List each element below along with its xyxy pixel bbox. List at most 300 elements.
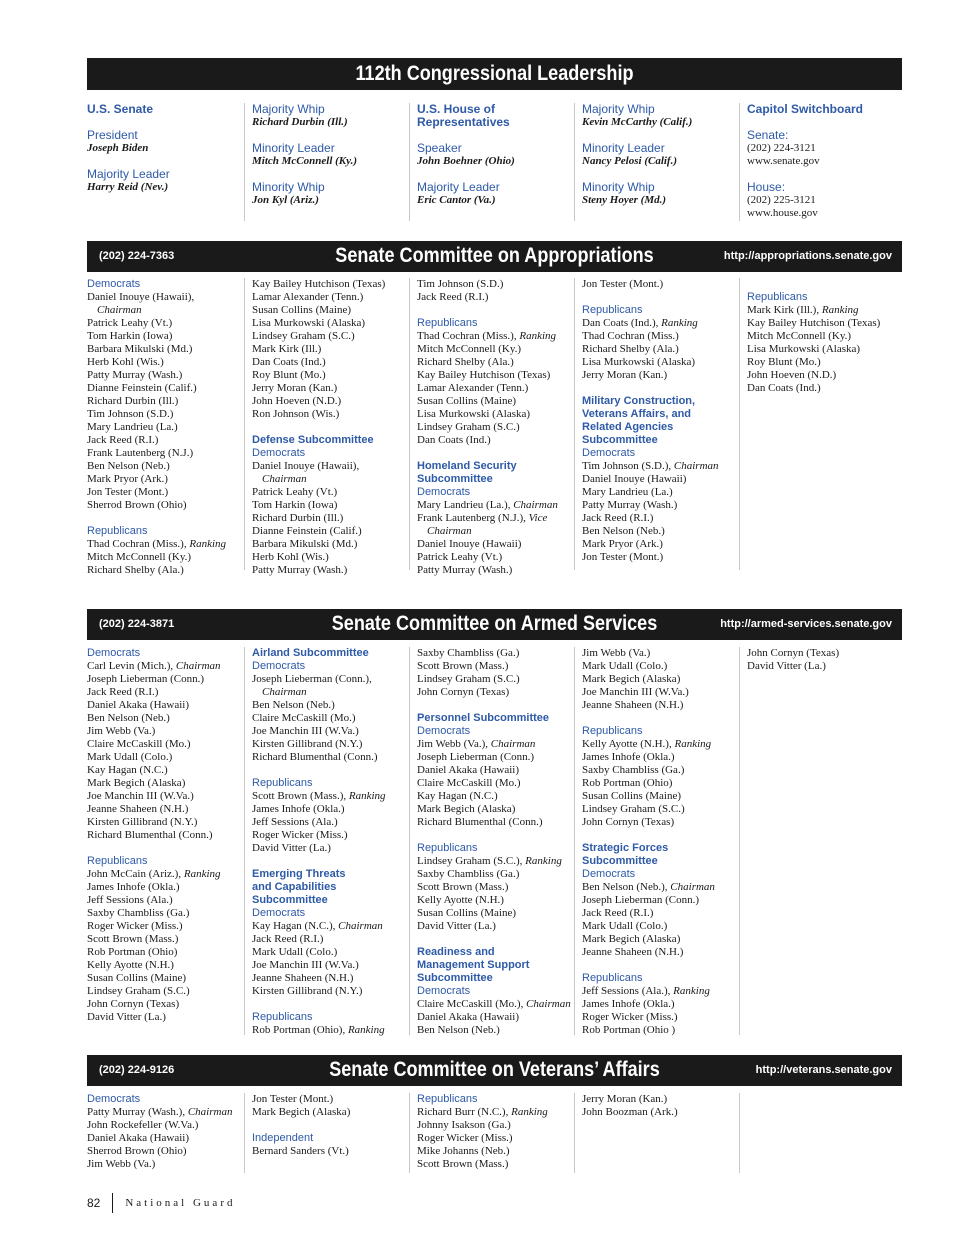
member-name — [87, 907, 244, 920]
member-text: Joe Manchin III (W.Va.) — [87, 790, 194, 802]
member-name — [252, 738, 409, 751]
member-text: Kay Bailey Hutchison (Texas) — [747, 317, 881, 329]
member-text: Jim Webb (Va.) — [87, 725, 156, 737]
subcommittee-heading: Strategic Forces — [582, 842, 669, 854]
party-heading: Republicans — [582, 304, 643, 316]
committee-column — [252, 647, 410, 1035]
member-name — [252, 499, 409, 512]
member-text: Jim Webb (Va.), — [417, 738, 491, 750]
spacer — [252, 421, 409, 434]
committee-banner — [87, 1055, 902, 1086]
subcommittee-heading: Personnel Subcommittee — [417, 712, 550, 724]
member-role: Chairman — [175, 660, 221, 672]
member-name — [252, 933, 409, 946]
party-heading: Republicans — [252, 1011, 313, 1023]
committee-column — [582, 1093, 740, 1173]
member-text: Barbara Mikulski (Md.) — [252, 538, 358, 550]
member-text: Jeanne Shaheen (N.H.) — [582, 699, 684, 711]
page-footer — [87, 1193, 235, 1213]
member-text: Jerry Moran (Kan.) — [582, 369, 668, 381]
member-text: Jack Reed (R.I.) — [417, 291, 489, 303]
member-name — [582, 525, 739, 538]
member-name — [87, 712, 244, 725]
house-label: U.S. House of — [417, 102, 496, 116]
member-text: Lamar Alexander (Tenn.) — [417, 382, 529, 394]
member-text: Mark Pryor (Ark.) — [582, 538, 663, 550]
member-name — [252, 317, 409, 330]
member-text: Saxby Chambliss (Ga.) — [417, 647, 520, 659]
member-role: Ranking — [347, 1024, 385, 1036]
member-role: Ranking — [525, 855, 562, 867]
member-text: Sherrod Brown (Ohio) — [87, 1145, 187, 1157]
subcommittee-heading: Military Construction, — [582, 395, 696, 407]
member-name — [417, 330, 574, 343]
footer-divider — [112, 1193, 113, 1213]
member-name — [417, 907, 574, 920]
member-text: Patty Murray (Wash.) — [582, 499, 678, 511]
role-label: Majority Whip — [252, 102, 325, 116]
member-text: Chairman — [262, 686, 307, 698]
member-name — [747, 330, 905, 343]
member-text: John Cornyn (Texas) — [417, 686, 510, 698]
role-note — [87, 304, 244, 317]
member-text: Jon Tester (Mont.) — [252, 1093, 334, 1105]
member-text: Scott Brown (Mass.) — [417, 1158, 509, 1170]
leader-name: Mitch McConnell (Ky.) — [252, 155, 358, 167]
member-text: Lamar Alexander (Tenn.) — [252, 291, 364, 303]
member-name — [417, 738, 574, 751]
member-name — [582, 1011, 739, 1024]
committee-phone: (202) 224-7363 — [99, 250, 175, 262]
member-name — [747, 356, 905, 369]
switchboard-house-phone: (202) 225-3121 — [747, 194, 816, 206]
member-text: James Inhofe (Okla.) — [252, 803, 345, 815]
member-text: Jack Reed (R.I.) — [87, 434, 159, 446]
member-text: Daniel Inouye (Hawaii), — [87, 291, 195, 303]
member-name — [582, 738, 739, 751]
member-name — [87, 356, 244, 369]
senate-label: U.S. Senate — [87, 102, 154, 116]
member-text: Jeff Sessions (Ala.) — [87, 894, 173, 906]
member-name — [252, 330, 409, 343]
spacer — [417, 933, 574, 946]
member-name — [417, 920, 574, 933]
member-text: David Vitter (La.) — [747, 660, 826, 672]
member-name — [417, 343, 574, 356]
member-text: Ben Nelson (Neb.) — [582, 525, 665, 537]
role-label: Speaker — [417, 141, 462, 155]
member-text: John Hoeven (N.D.) — [252, 395, 342, 407]
member-name — [417, 1119, 574, 1132]
member-name — [87, 894, 244, 907]
member-name — [747, 343, 905, 356]
member-name — [417, 777, 574, 790]
member-text: Daniel Inouye (Hawaii) — [582, 473, 687, 485]
spacer — [87, 842, 244, 855]
member-text: Mark Pryor (Ark.) — [87, 473, 168, 485]
member-text: Claire McCaskill (Mo.) — [252, 712, 356, 724]
member-name — [582, 1106, 739, 1119]
member-name — [87, 920, 244, 933]
member-name — [87, 933, 244, 946]
member-text: Thad Cochran (Miss.), — [87, 538, 190, 550]
subcommittee-heading: Subcommittee — [582, 434, 658, 446]
member-text: Herb Kohl (Wis.) — [252, 551, 329, 563]
party-heading: Democrats — [87, 1093, 141, 1105]
role-label: Minority Leader — [252, 141, 335, 155]
member-text: Jon Tester (Mont.) — [582, 278, 664, 290]
member-text: Rob Portman (Ohio), — [252, 1024, 348, 1036]
member-name — [252, 369, 409, 382]
member-text: Dan Coats (Ind.) — [747, 382, 821, 394]
member-text: Ron Johnson (Wis.) — [252, 408, 340, 420]
role-note — [252, 473, 409, 486]
spacer — [582, 291, 739, 304]
member-name — [417, 1145, 574, 1158]
member-text: Bernard Sanders (Vt.) — [252, 1145, 349, 1157]
member-text: Mitch McConnell (Ky.) — [747, 330, 852, 342]
member-name — [87, 1106, 244, 1119]
member-name — [87, 946, 244, 959]
leader-name: Eric Cantor (Va.) — [417, 194, 496, 206]
member-text: Kay Bailey Hutchison (Texas) — [252, 278, 386, 290]
member-text: Jeanne Shaheen (N.H.) — [582, 946, 684, 958]
member-text: Tim Johnson (S.D.) — [87, 408, 174, 420]
member-name — [747, 647, 905, 660]
member-name — [87, 317, 244, 330]
member-role: Ranking — [348, 790, 386, 802]
member-name — [252, 972, 409, 985]
party-heading: Republicans — [582, 972, 643, 984]
member-text: John Cornyn (Texas) — [87, 998, 180, 1010]
party-heading: Republicans — [417, 842, 478, 854]
member-text: Thad Cochran (Miss.), — [417, 330, 520, 342]
member-text: Claire McCaskill (Mo.) — [87, 738, 191, 750]
member-text: Frank Lautenberg (N.J.) — [87, 447, 194, 459]
member-text: Kay Bailey Hutchison (Texas) — [417, 369, 551, 381]
party-heading: Republicans — [582, 725, 643, 737]
member-name — [582, 686, 739, 699]
member-text: Daniel Akaka (Hawaii) — [417, 764, 520, 776]
member-name — [417, 647, 574, 660]
member-name — [582, 998, 739, 1011]
member-name — [252, 304, 409, 317]
role-label: Majority Leader — [417, 180, 500, 194]
member-text: Lindsey Graham (S.C.) — [417, 673, 520, 685]
switchboard-senate-label: Senate: — [747, 128, 789, 142]
committee-title: Senate Committee on Veterans’ Affairs — [329, 1058, 660, 1081]
member-text: Daniel Inouye (Hawaii), — [252, 460, 360, 472]
member-text: Joseph Lieberman (Conn.) — [582, 894, 699, 906]
member-text: Ben Nelson (Neb.), — [582, 881, 671, 893]
member-role: Chairman — [673, 460, 719, 472]
member-text: Tom Harkin (Iowa) — [87, 330, 173, 342]
leader-name: Joseph Biden — [87, 142, 149, 154]
member-name — [87, 1011, 244, 1024]
member-role: Chairman — [338, 920, 383, 932]
member-name — [252, 356, 409, 369]
member-name — [87, 343, 244, 356]
party-heading: Democrats — [252, 447, 306, 459]
spacer — [252, 855, 409, 868]
party-heading: Republicans — [747, 291, 808, 303]
member-text: Patty Murray (Wash.) — [417, 564, 513, 576]
member-text: Scott Brown (Mass.) — [87, 933, 179, 945]
member-name — [582, 790, 739, 803]
member-text: Dianne Feinstein (Calif.) — [87, 382, 197, 394]
member-text: Roger Wicker (Miss.) — [417, 1132, 513, 1144]
committee-column — [252, 1093, 410, 1173]
member-name — [252, 725, 409, 738]
member-name — [252, 525, 409, 538]
member-name — [582, 764, 739, 777]
member-text: Lindsey Graham (S.C.), — [417, 855, 526, 867]
member-text: Patty Murray (Wash.) — [87, 369, 183, 381]
member-text: John Cornyn (Texas) — [582, 816, 675, 828]
member-text: James Inhofe (Okla.) — [87, 881, 180, 893]
member-name — [582, 330, 739, 343]
party-heading: Democrats — [582, 868, 636, 880]
member-text: Richard Durbin (Ill.) — [87, 395, 179, 407]
member-name — [417, 356, 574, 369]
spacer — [582, 959, 739, 972]
committee-column — [582, 278, 740, 570]
member-text: Mitch McConnell (Ky.) — [87, 551, 192, 563]
member-name — [417, 564, 574, 577]
member-text: Thad Cochran (Miss.) — [582, 330, 679, 342]
member-text: Ben Nelson (Neb.) — [417, 1024, 500, 1036]
member-text: Mary Landrieu (La.) — [87, 421, 178, 433]
member-name — [252, 816, 409, 829]
member-name — [252, 512, 409, 525]
member-text: Lindsey Graham (S.C.) — [87, 985, 190, 997]
committee-banner — [87, 241, 902, 272]
member-name — [582, 551, 739, 564]
leader-name: Nancy Pelosi (Calif.) — [582, 155, 678, 167]
member-text: Susan Collins (Maine) — [417, 907, 516, 919]
member-name — [417, 291, 574, 304]
member-text: Jerry Moran (Kan.) — [582, 1093, 668, 1105]
member-role: Ranking — [183, 868, 221, 880]
committee-banner — [87, 609, 902, 640]
member-text: Mark Begich (Alaska) — [87, 777, 186, 789]
member-text: Joe Manchin III (W.Va.) — [252, 959, 359, 971]
spacer — [582, 829, 739, 842]
member-name — [87, 881, 244, 894]
member-name — [582, 777, 739, 790]
member-name — [87, 473, 244, 486]
member-name — [87, 1132, 244, 1145]
member-name — [87, 686, 244, 699]
member-name — [582, 369, 739, 382]
leader-name: Jon Kyl (Ariz.) — [252, 194, 319, 206]
leadership-title: 112th Congressional Leadership — [355, 62, 634, 85]
member-text: Jeanne Shaheen (N.H.) — [87, 803, 189, 815]
member-name — [87, 408, 244, 421]
member-text: Lisa Murkowski (Alaska) — [417, 408, 531, 420]
subcommittee-heading: Related Agencies — [582, 421, 674, 433]
member-name — [87, 803, 244, 816]
member-name — [87, 959, 244, 972]
member-name — [252, 946, 409, 959]
spacer — [582, 382, 739, 395]
committee-url: http://armed-services.senate.gov — [720, 618, 892, 630]
committee-column — [417, 647, 575, 1035]
role-label: Majority Leader — [87, 167, 170, 181]
member-text: Tom Harkin (Iowa) — [252, 499, 338, 511]
member-name — [252, 1106, 409, 1119]
member-role: Chairman — [670, 881, 715, 893]
member-text: Barbara Mikulski (Md.) — [87, 343, 193, 355]
member-name — [87, 460, 244, 473]
member-name — [417, 512, 574, 525]
spacer — [417, 699, 574, 712]
member-name — [582, 751, 739, 764]
member-name — [747, 369, 905, 382]
subcommittee-heading: Defense Subcommittee — [252, 434, 374, 446]
member-text: Daniel Akaka (Hawaii) — [417, 1011, 520, 1023]
member-role: Chairman — [187, 1106, 233, 1118]
member-text: Roger Wicker (Miss.) — [87, 920, 183, 932]
member-text: Lindsey Graham (S.C.) — [582, 803, 685, 815]
member-name — [87, 421, 244, 434]
committee-column — [747, 647, 905, 1035]
member-text: Mark Begich (Alaska) — [582, 933, 681, 945]
member-text: Carl Levin (Mich.), — [87, 660, 176, 672]
member-role: Ranking — [519, 330, 557, 342]
member-name — [582, 881, 739, 894]
member-text: Roger Wicker (Miss.) — [252, 829, 348, 841]
member-name — [582, 317, 739, 330]
member-text: Mark Udall (Colo.) — [87, 751, 173, 763]
member-text: Daniel Inouye (Hawaii) — [417, 538, 522, 550]
member-name — [87, 751, 244, 764]
member-text: Kelly Ayotte (N.H.), — [582, 738, 675, 750]
member-name — [582, 486, 739, 499]
member-text: Daniel Akaka (Hawaii) — [87, 1132, 190, 1144]
switchboard-senate-phone: (202) 224-3121 — [747, 142, 816, 154]
member-text: Saxby Chambliss (Ga.) — [582, 764, 685, 776]
member-text: Richard Blumenthal (Conn.) — [417, 816, 543, 828]
role-label: President — [87, 128, 138, 142]
member-text: Jeff Sessions (Ala.) — [252, 816, 338, 828]
leadership-col-house — [417, 103, 575, 221]
switchboard-senate-web: www.senate.gov — [747, 155, 820, 167]
subcommittee-heading: Management Support — [417, 959, 530, 971]
member-name — [417, 538, 574, 551]
spacer — [417, 829, 574, 842]
member-name — [747, 304, 905, 317]
member-text: Richard Shelby (Ala.) — [582, 343, 679, 355]
leadership-banner — [87, 58, 902, 90]
member-text: Mark Begich (Alaska) — [417, 803, 516, 815]
member-name — [87, 816, 244, 829]
member-text: Jack Reed (R.I.) — [87, 686, 159, 698]
member-name — [252, 699, 409, 712]
leadership-col-switchboard — [747, 103, 905, 221]
member-name — [87, 660, 244, 673]
member-text: Rob Portman (Ohio) — [87, 946, 178, 958]
member-text: Lisa Murkowski (Alaska) — [582, 356, 696, 368]
role-note — [252, 686, 409, 699]
member-role: Chairman — [526, 998, 571, 1010]
member-text: Ben Nelson (Neb.) — [87, 460, 170, 472]
member-text: Joe Manchin III (W.Va.) — [582, 686, 689, 698]
member-role: Ranking — [673, 985, 710, 997]
committee-column — [87, 647, 245, 1035]
member-name — [582, 278, 739, 291]
member-name — [87, 985, 244, 998]
party-heading: Democrats — [252, 660, 306, 672]
member-text: Richard Shelby (Ala.) — [417, 356, 514, 368]
committee-column — [87, 1093, 245, 1173]
spacer — [252, 764, 409, 777]
member-name — [252, 842, 409, 855]
party-heading: Republicans — [417, 1093, 478, 1105]
member-name — [582, 460, 739, 473]
spacer — [747, 278, 905, 291]
spacer — [252, 1119, 409, 1132]
member-text: Richard Blumenthal (Conn.) — [252, 751, 378, 763]
member-name — [87, 699, 244, 712]
publication-name: National Guard — [125, 1197, 236, 1209]
member-name — [417, 551, 574, 564]
leader-name: Harry Reid (Nev.) — [87, 181, 169, 193]
member-name — [582, 1093, 739, 1106]
member-text: Jon Tester (Mont.) — [87, 486, 169, 498]
committee-phone: (202) 224-9126 — [99, 1064, 175, 1076]
member-name — [417, 998, 574, 1011]
member-text: Claire McCaskill (Mo.) — [417, 777, 521, 789]
member-name — [582, 538, 739, 551]
member-text: Joseph Lieberman (Conn.) — [87, 673, 204, 685]
member-text: Patrick Leahy (Vt.) — [252, 486, 338, 498]
member-name — [417, 790, 574, 803]
switchboard-house-web: www.house.gov — [747, 207, 818, 219]
member-name — [87, 486, 244, 499]
member-text: Chairman — [262, 473, 307, 485]
member-text: Jon Tester (Mont.) — [582, 551, 664, 563]
member-name — [87, 499, 244, 512]
member-name — [87, 764, 244, 777]
member-text: John Boozman (Ark.) — [582, 1106, 678, 1118]
member-name — [252, 291, 409, 304]
member-name — [582, 647, 739, 660]
member-name — [747, 317, 905, 330]
member-text: Mary Landrieu (La.), — [417, 499, 514, 511]
member-name — [417, 1106, 574, 1119]
member-text: John Cornyn (Texas) — [747, 647, 840, 659]
member-name — [87, 330, 244, 343]
member-name — [417, 369, 574, 382]
leader-name: Steny Hoyer (Md.) — [582, 194, 667, 206]
party-heading: Republicans — [252, 777, 313, 789]
member-text: Joseph Lieberman (Conn.), — [252, 673, 372, 685]
subcommittee-heading: Subcommittee — [582, 855, 658, 867]
member-text: Kay Hagan (N.C.), — [252, 920, 339, 932]
member-name — [252, 1093, 409, 1106]
subcommittee-heading: Readiness and — [417, 946, 495, 958]
member-text: Jack Reed (R.I.) — [252, 933, 324, 945]
member-name — [582, 946, 739, 959]
member-text: Jim Webb (Va.) — [87, 1158, 156, 1170]
member-text: Mike Johanns (Neb.) — [417, 1145, 510, 1157]
member-text: David Vitter (La.) — [87, 1011, 166, 1023]
member-text: Mark Kirk (Ill.), — [747, 304, 822, 316]
subcommittee-heading: Emerging Threats — [252, 868, 346, 880]
member-name — [252, 408, 409, 421]
member-text: Rob Portman (Ohio ) — [582, 1024, 676, 1036]
